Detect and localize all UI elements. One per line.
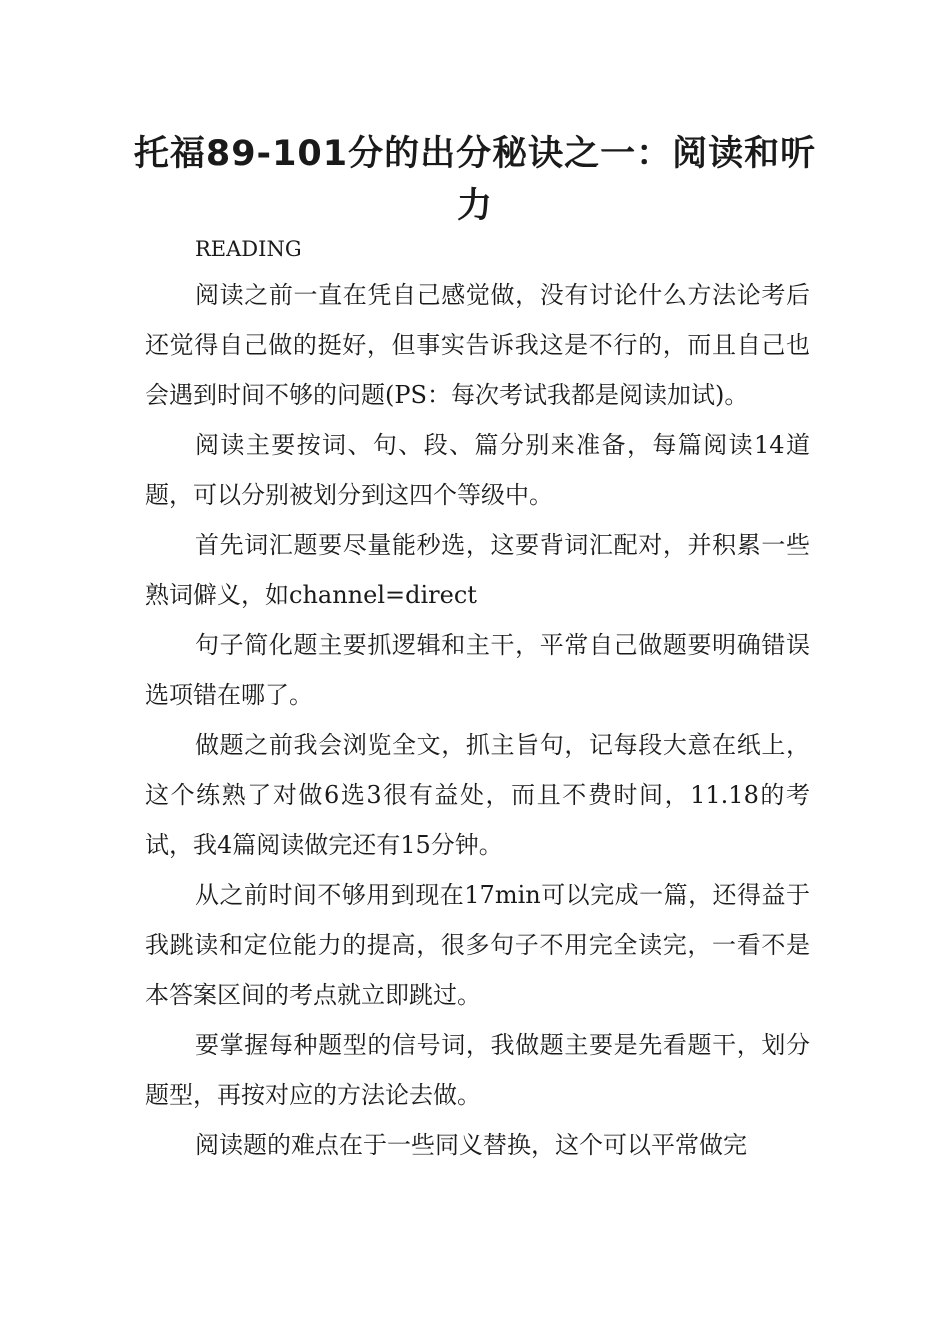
paragraph: 从之前时间不够用到现在17min可以完成一篇，还得益于我跳读和定位能力的提高，很多句子不用完全读完，一看不是本答案区间的考点就立即跳过。 xyxy=(145,881,810,1009)
paragraph: 句子简化题主要抓逻辑和主干，平常自己做题要明确错误选项错在哪了。 xyxy=(145,631,810,709)
document-title: 托福89-101分的出分秘诀之一：阅读和听力 xyxy=(133,134,817,226)
section-label: READING xyxy=(195,237,302,261)
paragraph: 做题之前我会浏览全文，抓主旨句，记每段大意在纸上，这个练熟了对做6选3很有益处，而且不费时间，11.18的考试，我4篇阅读做完还有15分钟。 xyxy=(145,731,810,859)
paragraph: 阅读题的难点在于一些同义替换，这个可以平常做完 xyxy=(195,1131,747,1159)
paragraph: 要掌握每种题型的信号词，我做题主要是先看题干，划分题型，再按对应的方法论去做。 xyxy=(145,1031,810,1109)
paragraph: 阅读主要按词、句、段、篇分别来准备，每篇阅读14道题，可以分别被划分到这四个等级中。 xyxy=(145,431,810,509)
document-body xyxy=(145,228,810,1170)
paragraph: 首先词汇题要尽量能秒选，这要背词汇配对，并积累一些熟词僻义，如channel=direct xyxy=(145,531,810,609)
paragraph: 阅读之前一直在凭自己感觉做，没有讨论什么方法论考后还觉得自己做的挺好，但事实告诉我这是不行的，而且自己也会遇到时间不够的问题(PS：每次考试我都是阅读加试)。 xyxy=(145,281,810,409)
